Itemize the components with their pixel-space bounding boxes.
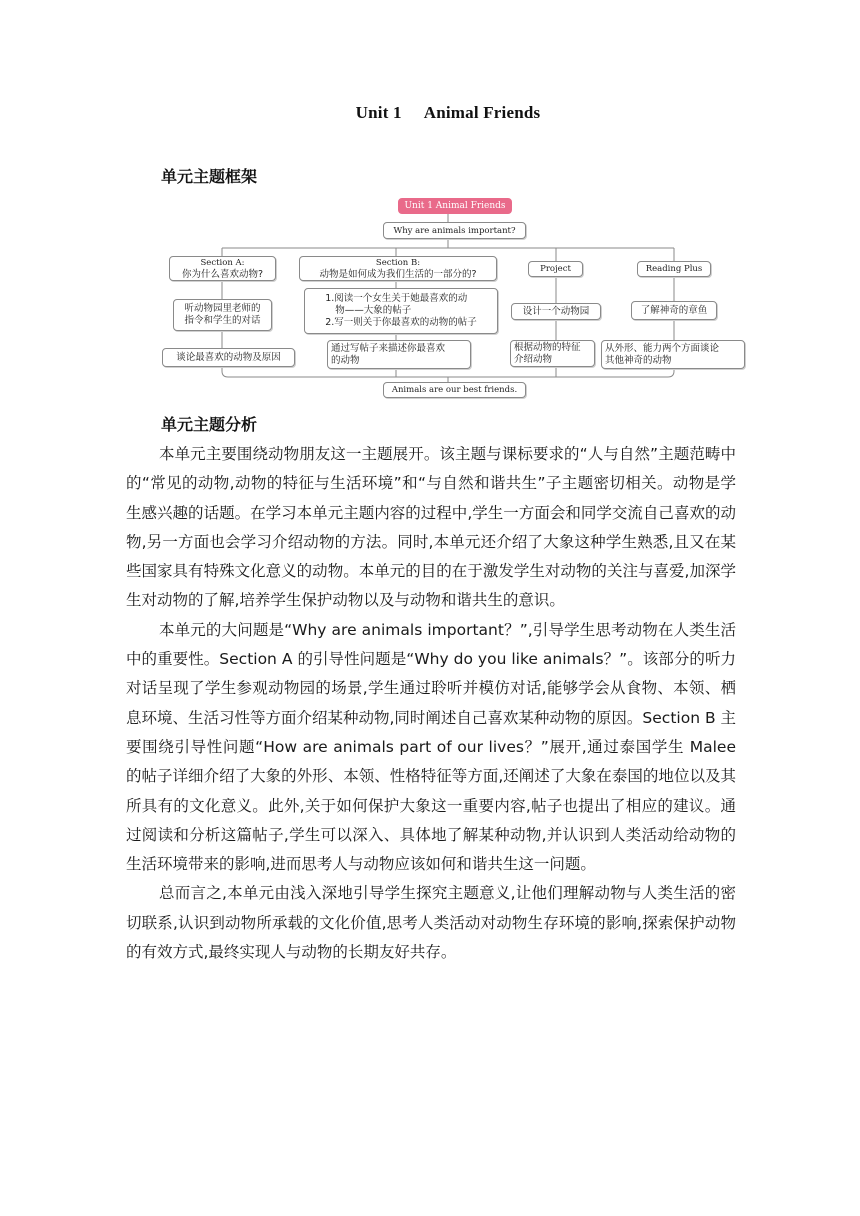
item-line: 1.阅读一个女生关于她最喜欢的动	[325, 293, 468, 304]
section-b-item1	[304, 288, 498, 334]
item-line: 通过写帖子来描述你最喜欢	[331, 342, 446, 354]
item-line: 介绍动物	[514, 353, 553, 365]
project-item2	[510, 340, 595, 367]
branch-title-en: Project	[540, 264, 571, 274]
item-line: 其他神奇的动物	[605, 354, 672, 366]
title-unit: Unit 1	[355, 103, 402, 122]
branch-project	[528, 261, 583, 277]
branch-reading-plus	[637, 261, 711, 277]
question-text: Why are animals important?	[393, 225, 516, 236]
item-line: 听动物园里老师的	[184, 303, 261, 314]
page-title	[0, 103, 860, 123]
analysis-paragraph: 本单元的大问题是“Why are animals important？”,引导学生思考动物在人类生活中的重要性。Section A 的引导性问题是“Why do you like animals？”。该部分的听力对话呈现了学生参观动物园的场景,学生通过聆听并模仿对话,能够学会从食物、本领、栖息环境、生活习性等方面介绍某种动物,同时阐述自己喜欢某种动物的原因。Section B 主要围绕引导性问题“How are animals part of our lives？”展开,通过泰国学生 Malee 的帖子详细介绍了大象的外形、本领、性格特征等方面,还阐述了大象在泰国的地位以及其所具有的文化意义。此外,关于如何保护大象这一重要内容,帖子也提出了相应的建议。通过阅读和分析这篇帖子,学生可以深入、具体地了解某种动物,并认识到人类活动给动物的生活环境带来的影响,进而思考人与动物应该如何和谐共生这一问题。	[126, 620, 737, 874]
diagram-conclusion	[383, 382, 526, 398]
title-name: Animal Friends	[423, 103, 541, 122]
section-a-item1	[173, 299, 272, 331]
item-line: 的动物	[331, 354, 360, 366]
reading-plus-item1: 了解神奇的章鱼	[631, 301, 717, 320]
heading-framework: 单元主题框架	[161, 167, 258, 186]
conclusion-text: Animals are our best friends.	[391, 385, 518, 395]
branch-title-en: Section A:	[200, 257, 245, 268]
branch-section-a	[169, 256, 276, 281]
reading-plus-item2	[601, 340, 745, 369]
branch-section-b	[299, 256, 497, 281]
item-line: 指令和学生的对话	[184, 315, 261, 326]
item-line: 2.写一则关于你最喜欢的动物的帖子	[325, 317, 477, 328]
item-line: 根据动物的特征	[514, 341, 581, 353]
item-line: 从外形、能力两个方面谈论	[605, 342, 720, 354]
section-b-item2	[327, 340, 471, 369]
item-line: 物——大象的帖子	[335, 305, 412, 316]
analysis-paragraph: 本单元主要围绕动物朋友这一主题展开。该主题与课标要求的“人与自然”主题范畴中的“常见的动物,动物的特征与生活环境”和“与自然和谐共生”子主题密切相关。动物是学生感兴趣的话题。在学习本单元主题内容的过程中,学生一方面会和同学交流自己喜欢的动物,另一方面也会学习介绍动物的方法。同时,本单元还介绍了大象这种学生熟悉,且又在某些国家具有特殊文化意义的动物。本单元的目的在于激发学生对动物的关注与喜爱,加深学生对动物的了解,培养学生保护动物以及与动物和谐共生的意识。	[126, 445, 736, 610]
branch-title-cn: 你为什么喜欢动物?	[181, 268, 264, 280]
branch-title-en: Reading Plus	[645, 264, 703, 274]
diagram-question	[383, 222, 526, 239]
heading-analysis: 单元主题分析	[161, 415, 258, 434]
analysis-paragraph: 总而言之,本单元由浅入深地引导学生探究主题意义,让他们理解动物与人类生活的密切联系,认识到动物所承载的文化价值,思考人类活动对动物生存环境的影响,探索保护动物的有效方式,最终实现人与动物的长期友好共存。	[126, 884, 736, 962]
unit-framework-diagram	[160, 195, 750, 400]
analysis-body	[126, 440, 736, 967]
branch-title-en: Section B:	[375, 257, 421, 268]
diagram-root: Unit 1 Animal Friends	[398, 198, 512, 214]
branch-title-cn: 动物是如何成为我们生活的一部分的?	[319, 268, 477, 280]
project-item1: 设计一个动物园	[511, 303, 601, 320]
section-a-item2: 谈论最喜欢的动物及原因	[162, 348, 295, 367]
